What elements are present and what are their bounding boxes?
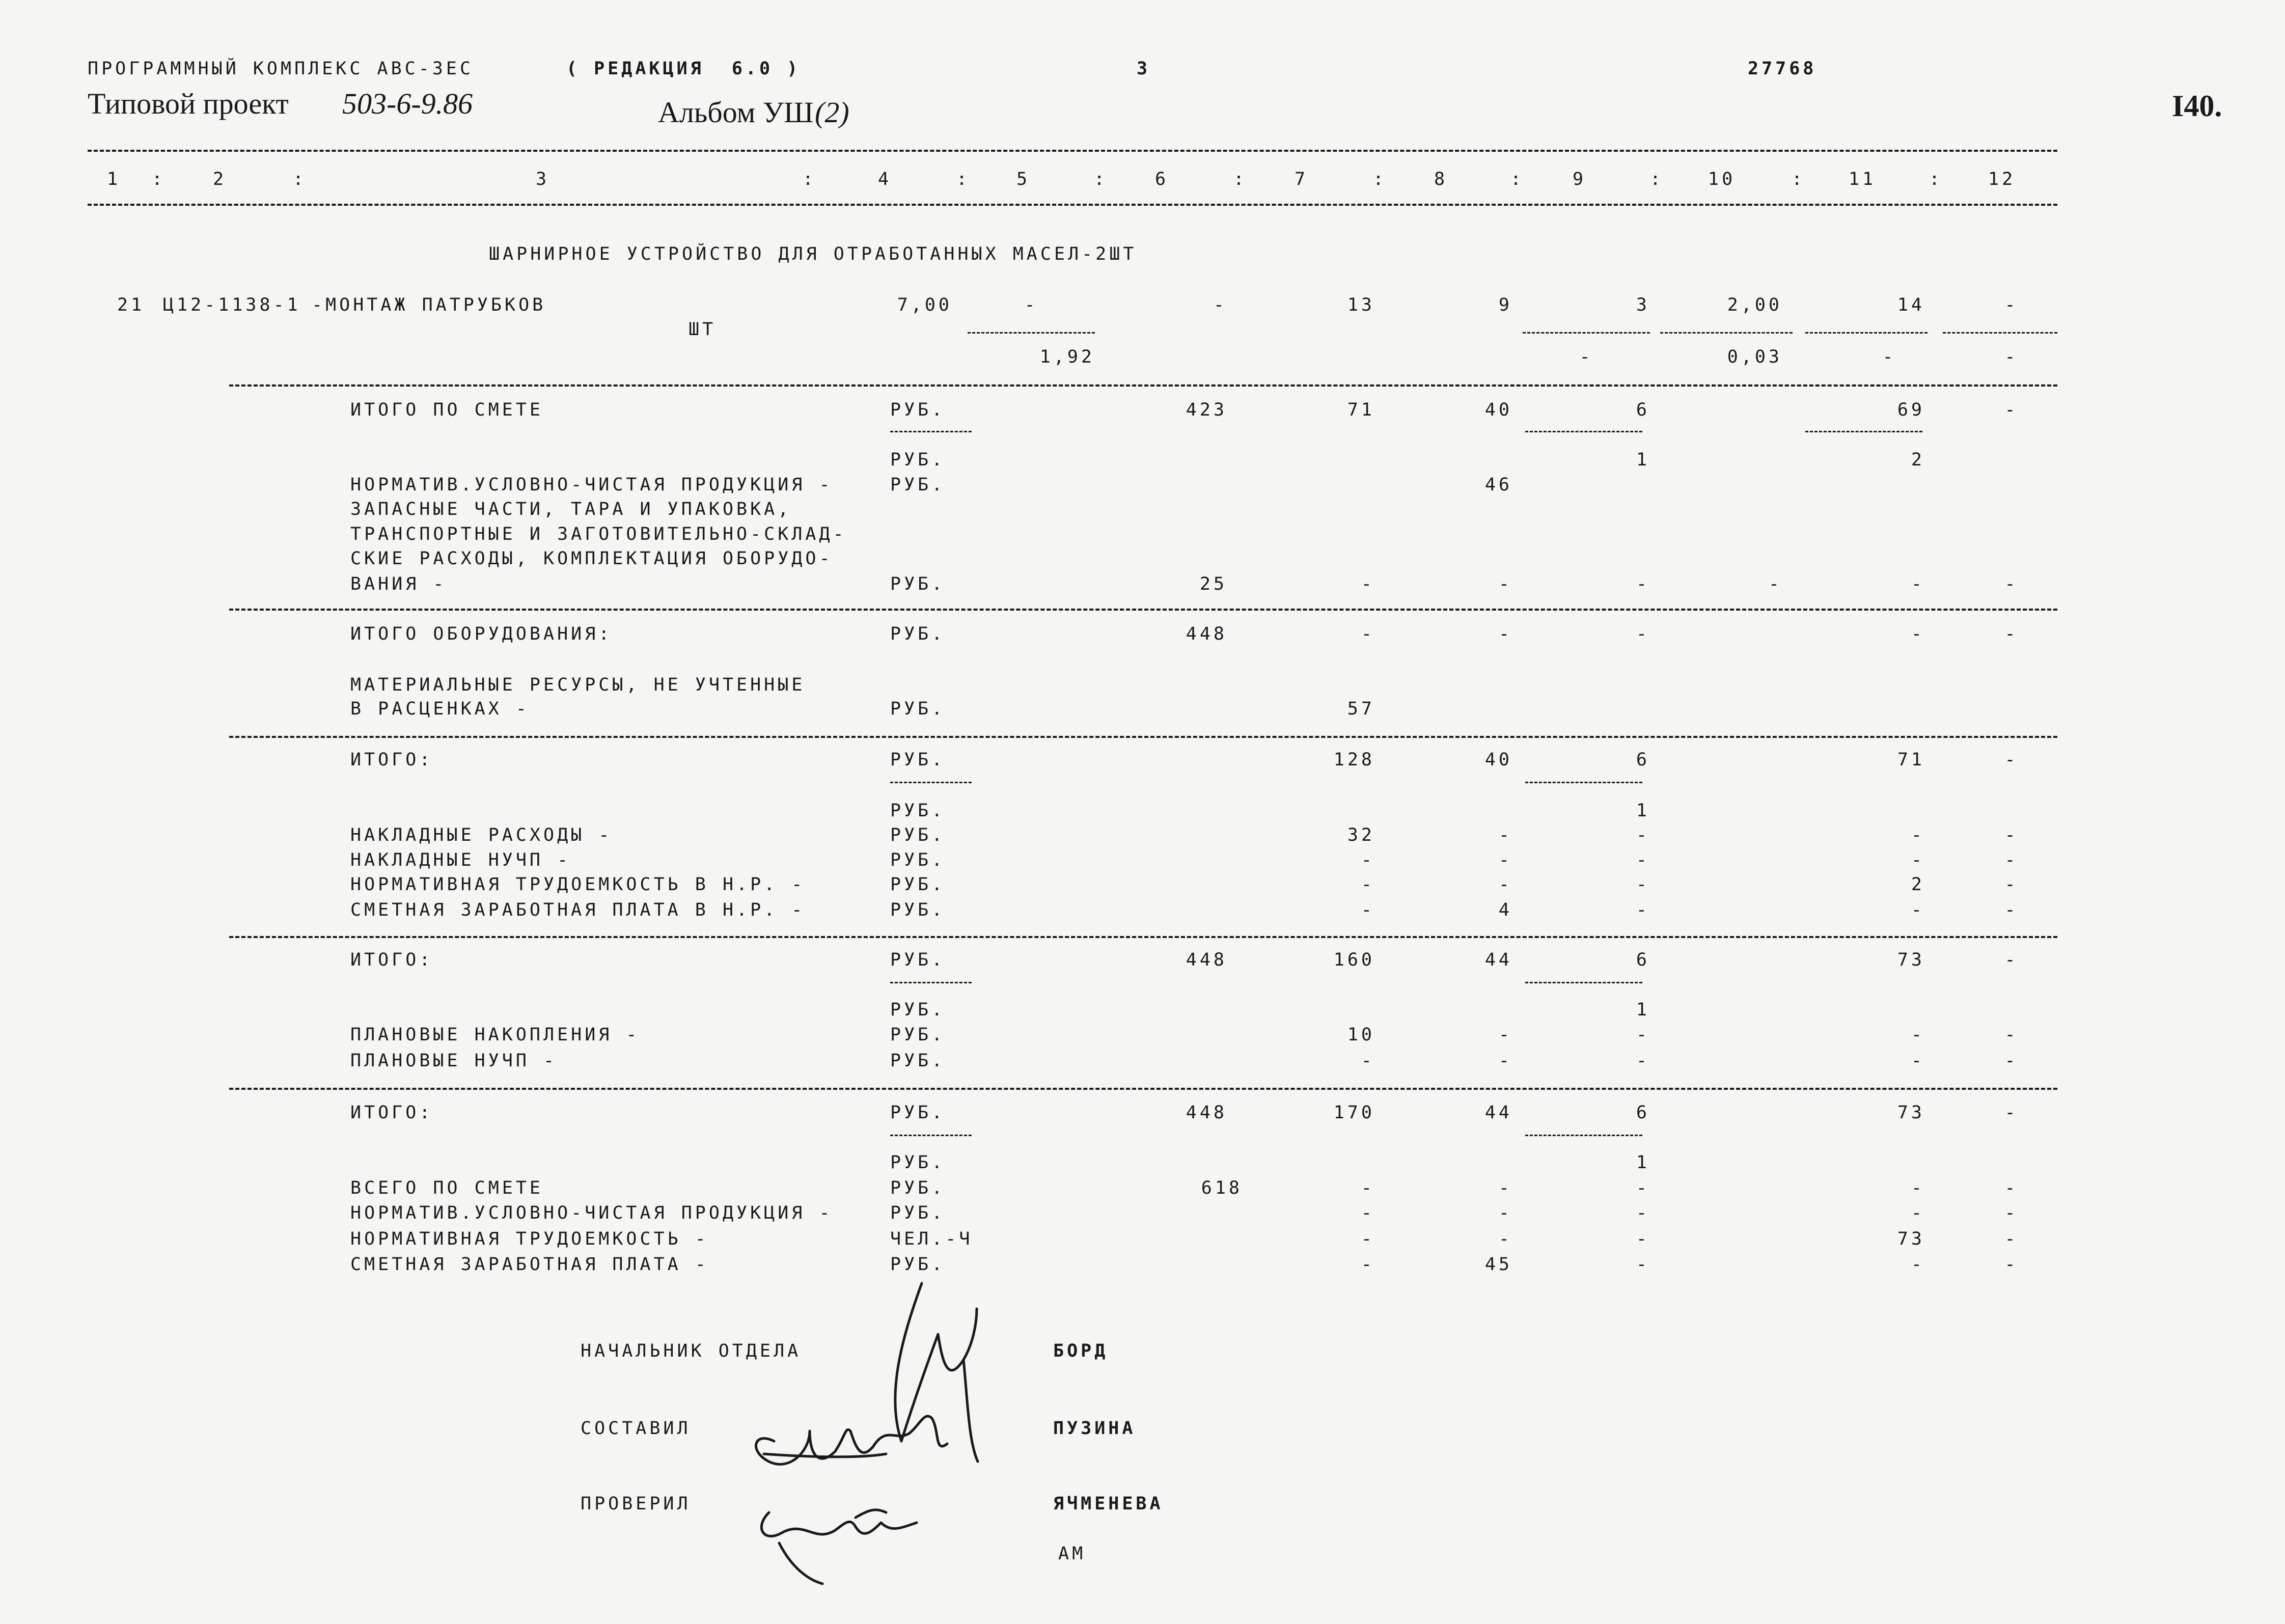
row-cell-col12: - bbox=[2004, 1203, 2019, 1223]
row-label: НОРМАТИВНАЯ ТРУДОЕМКОСТЬ В Н.Р. - bbox=[350, 874, 806, 895]
column-number: 9 bbox=[1573, 169, 1587, 189]
row-cell-col9: 1 bbox=[1636, 801, 1650, 821]
section-divider bbox=[229, 936, 2057, 938]
row-label: НОРМАТИВНАЯ ТРУДОЕМКОСТЬ - bbox=[350, 1229, 709, 1249]
row-cell-col9: 6 bbox=[1636, 750, 1650, 770]
row-unit: РУБ. bbox=[890, 750, 946, 770]
row-cell-col8: - bbox=[1498, 1051, 1512, 1071]
row-cell-col7: 57 bbox=[1347, 699, 1375, 719]
fraction-line bbox=[890, 982, 972, 983]
item-col11-top: 14 bbox=[1897, 295, 1925, 315]
column-separator: : bbox=[1792, 169, 1806, 189]
item-col12-fraction-line bbox=[1943, 332, 2057, 334]
row-label: НАКЛАДНЫЕ РАСХОДЫ - bbox=[350, 825, 613, 845]
row-unit: РУБ. bbox=[890, 1254, 946, 1275]
project-code: 503-6-9.86 bbox=[342, 87, 473, 120]
row-cell-col8: 46 bbox=[1484, 475, 1512, 495]
row-cell-col7: - bbox=[1361, 1229, 1375, 1249]
fraction-line bbox=[1525, 431, 1642, 432]
row-cell-col6: 618 bbox=[1201, 1178, 1243, 1198]
signer-name: ЯЧМЕНЕВА bbox=[1053, 1494, 1164, 1514]
row-cell-col11: 73 bbox=[1897, 1229, 1925, 1249]
row-cell-col11: - bbox=[1911, 1025, 1925, 1045]
row-cell-col9: - bbox=[1636, 1254, 1650, 1275]
row-unit: РУБ. bbox=[890, 624, 946, 644]
column-number: 10 bbox=[1708, 169, 1736, 189]
row-unit: РУБ. bbox=[890, 1000, 946, 1020]
row-unit: РУБ. bbox=[890, 950, 946, 970]
row-cell-col6: 448 bbox=[1186, 624, 1227, 644]
item-row-number: 21 bbox=[117, 295, 145, 315]
section-divider bbox=[229, 1088, 2057, 1090]
column-number: 11 bbox=[1849, 169, 1877, 189]
row-cell-col11: - bbox=[1911, 1051, 1925, 1071]
row-cell-col9: - bbox=[1636, 624, 1650, 644]
row-cell-col12: - bbox=[2004, 750, 2019, 770]
row-cell-col8: - bbox=[1498, 574, 1512, 594]
row-cell-col11: - bbox=[1911, 1178, 1925, 1198]
item-col5-top: - bbox=[1024, 295, 1038, 315]
row-cell-col8: 40 bbox=[1484, 400, 1512, 420]
row-cell-col7: - bbox=[1361, 1203, 1375, 1223]
row-cell-col8: 44 bbox=[1484, 1103, 1512, 1123]
row-cell-col9: - bbox=[1636, 1229, 1650, 1249]
item-col9-top: 3 bbox=[1636, 295, 1650, 315]
signer-role: ПРОВЕРИЛ bbox=[581, 1494, 691, 1514]
item-col6: - bbox=[1213, 295, 1227, 315]
row-unit: РУБ. bbox=[890, 900, 946, 920]
row-cell-col12: - bbox=[2004, 1051, 2019, 1071]
row-cell-col12: - bbox=[2004, 400, 2019, 420]
row-cell-col9: 6 bbox=[1636, 400, 1650, 420]
row-cell-col7: 32 bbox=[1347, 825, 1375, 845]
row-label: ИТОГО ОБОРУДОВАНИЯ: bbox=[350, 624, 613, 644]
row-cell-col9: - bbox=[1636, 1178, 1650, 1198]
row-unit: РУБ. bbox=[890, 450, 946, 470]
column-separator: : bbox=[1650, 169, 1664, 189]
item-col5-fraction-line bbox=[968, 332, 1095, 334]
row-cell-col11: 69 bbox=[1897, 400, 1925, 420]
item-col10-bottom: 0,03 bbox=[1727, 347, 1782, 367]
item-col8: 9 bbox=[1498, 295, 1512, 315]
fraction-line bbox=[890, 431, 972, 432]
row-cell-col12: - bbox=[2004, 850, 2019, 870]
row-unit: РУБ. bbox=[890, 1103, 946, 1123]
row-cell-col7: - bbox=[1361, 1254, 1375, 1275]
item-col11-fraction-line bbox=[1805, 332, 1928, 334]
row-label: ВСЕГО ПО СМЕТЕ bbox=[350, 1178, 544, 1198]
row-label: НАКЛАДНЫЕ НУЧП - bbox=[350, 850, 571, 870]
row-cell-col8: - bbox=[1498, 874, 1512, 895]
edition: ( РЕДАКЦИЯ 6.0 ) bbox=[566, 59, 801, 79]
row-cell-col11: - bbox=[1911, 825, 1925, 845]
row-cell-col8: - bbox=[1498, 850, 1512, 870]
row-cell-col9: 1 bbox=[1636, 1152, 1650, 1173]
item-unit: ШТ bbox=[689, 319, 717, 340]
row-cell-col7: - bbox=[1361, 1178, 1375, 1198]
signer-name: ПУЗИНА bbox=[1053, 1418, 1136, 1439]
item-quantity: 7,00 bbox=[897, 295, 952, 315]
row-cell-col11: - bbox=[1911, 1203, 1925, 1223]
row-cell-col9: - bbox=[1636, 850, 1650, 870]
row-cell-col8: 45 bbox=[1484, 1254, 1512, 1275]
row-cell-col12: - bbox=[2004, 1178, 2019, 1198]
row-unit: РУБ. bbox=[890, 400, 946, 420]
row-cell-col6: 25 bbox=[1199, 574, 1227, 594]
row-cell-col12: - bbox=[2004, 1229, 2019, 1249]
row-label: НОРМАТИВ.УСЛОВНО-ЧИСТАЯ ПРОДУКЦИЯ - bbox=[350, 475, 833, 495]
row-label: ЗАПАСНЫЕ ЧАСТИ, ТАРА И УПАКОВКА, bbox=[350, 499, 792, 519]
row-label: СКИЕ РАСХОДЫ, КОМПЛЕКТАЦИЯ ОБОРУДО- bbox=[350, 548, 833, 569]
row-cell-col9: - bbox=[1636, 1025, 1650, 1045]
column-number: 3 bbox=[536, 169, 550, 189]
row-cell-col11: - bbox=[1911, 900, 1925, 920]
row-cell-col11: 73 bbox=[1897, 1103, 1925, 1123]
row-unit: РУБ. bbox=[890, 850, 946, 870]
program-name: ПРОГРАММНЫЙ КОМПЛЕКС АВС-3ЕС bbox=[88, 59, 474, 79]
row-cell-col11: - bbox=[1911, 850, 1925, 870]
column-separator: : bbox=[1233, 169, 1248, 189]
row-unit: РУБ. bbox=[890, 1051, 946, 1071]
row-label: В РАСЦЕНКАХ - bbox=[350, 699, 530, 719]
signer-name: БОРД bbox=[1053, 1341, 1109, 1361]
item-col10-top: 2,00 bbox=[1727, 295, 1782, 315]
row-label: ИТОГО: bbox=[350, 750, 433, 770]
item-col10-fraction-line bbox=[1660, 332, 1793, 334]
row-cell-col6: 448 bbox=[1186, 1103, 1227, 1123]
row-cell-col11: 2 bbox=[1911, 450, 1925, 470]
signature-checker bbox=[761, 1510, 917, 1584]
row-cell-col7: - bbox=[1361, 850, 1375, 870]
fraction-line bbox=[890, 1135, 972, 1136]
project-label: Типовой проект bbox=[88, 87, 289, 120]
row-cell-col12: - bbox=[2004, 1025, 2019, 1045]
item-col9-fraction-line bbox=[1523, 332, 1650, 334]
row-cell-col8: - bbox=[1498, 1025, 1512, 1045]
column-separator: : bbox=[803, 169, 817, 189]
row-cell-col12: - bbox=[2004, 1254, 2019, 1275]
row-unit: РУБ. bbox=[890, 1203, 946, 1223]
row-cell-col8: - bbox=[1498, 825, 1512, 845]
row-cell-col9: 6 bbox=[1636, 950, 1650, 970]
row-cell-col7: - bbox=[1361, 574, 1375, 594]
document-number: 27768 bbox=[1748, 59, 1817, 79]
album-label: Альбом УШ bbox=[658, 96, 814, 129]
signature-compiler bbox=[756, 1416, 947, 1464]
row-unit: РУБ. bbox=[890, 1152, 946, 1173]
fraction-line bbox=[1525, 982, 1642, 983]
item-col5-bottom: 1,92 bbox=[1039, 347, 1095, 367]
row-cell-col7: - bbox=[1361, 624, 1375, 644]
row-label: ВАНИЯ - bbox=[350, 574, 447, 594]
row-cell-col9: - bbox=[1636, 825, 1650, 845]
header-rule-top bbox=[88, 150, 2057, 152]
row-cell-col12: - bbox=[2004, 825, 2019, 845]
column-number: 8 bbox=[1434, 169, 1448, 189]
column-separator: : bbox=[956, 169, 971, 189]
column-separator: : bbox=[1929, 169, 1943, 189]
row-cell-col11: 2 bbox=[1911, 874, 1925, 895]
fraction-line bbox=[890, 782, 972, 783]
fraction-line bbox=[1525, 782, 1642, 783]
item-col7: 13 bbox=[1347, 295, 1375, 315]
signer-role: НАЧАЛЬНИК ОТДЕЛА bbox=[581, 1341, 802, 1361]
row-cell-col7: - bbox=[1361, 1051, 1375, 1071]
row-cell-col11: 73 bbox=[1897, 950, 1925, 970]
row-label: ПЛАНОВЫЕ НУЧП - bbox=[350, 1051, 558, 1071]
row-cell-col9: - bbox=[1636, 874, 1650, 895]
row-cell-col12: - bbox=[2004, 900, 2019, 920]
signer-initials: АМ bbox=[1058, 1544, 1086, 1564]
row-label: ИТОГО: bbox=[350, 950, 433, 970]
row-cell-col12: - bbox=[2004, 574, 2019, 594]
column-number: 5 bbox=[1016, 169, 1031, 189]
row-cell-col7: 160 bbox=[1333, 950, 1375, 970]
signer-role: СОСТАВИЛ bbox=[581, 1418, 691, 1439]
row-cell-col7: 10 bbox=[1347, 1025, 1375, 1045]
row-cell-col11: - bbox=[1911, 1254, 1925, 1275]
header-rule-bottom bbox=[88, 204, 2057, 206]
item-col11-bottom: - bbox=[1882, 347, 1896, 367]
fraction-line bbox=[1525, 1135, 1642, 1136]
column-separator: : bbox=[1373, 169, 1387, 189]
row-cell-col9: - bbox=[1636, 900, 1650, 920]
column-number: 2 bbox=[213, 169, 227, 189]
row-cell-col6: 448 bbox=[1186, 950, 1227, 970]
row-cell-col8: - bbox=[1498, 1178, 1512, 1198]
column-separator: : bbox=[152, 169, 166, 189]
item-col9-bottom: - bbox=[1579, 347, 1593, 367]
section-title: ШАРНИРНОЕ УСТРОЙСТВО ДЛЯ ОТРАБОТАННЫХ МАСЕЛ-2ШТ bbox=[489, 244, 1137, 264]
row-cell-col12: - bbox=[2004, 1103, 2019, 1123]
row-cell-col12: - bbox=[2004, 950, 2019, 970]
row-label: ИТОГО: bbox=[350, 1103, 433, 1123]
section-divider bbox=[229, 736, 2057, 738]
section-divider bbox=[229, 609, 2057, 611]
row-unit: ЧЕЛ.-Ч bbox=[890, 1229, 973, 1249]
row-cell-col12: - bbox=[2004, 874, 2019, 895]
row-label: МАТЕРИАЛЬНЫЕ РЕСУРСЫ, НЕ УЧТЕННЫЕ bbox=[350, 675, 806, 695]
row-unit: РУБ. bbox=[890, 1178, 946, 1198]
column-number: 4 bbox=[878, 169, 892, 189]
page-number: 3 bbox=[1137, 59, 1151, 79]
row-unit: РУБ. bbox=[890, 574, 946, 594]
row-unit: РУБ. bbox=[890, 874, 946, 895]
sheet-number: I40. bbox=[2172, 89, 2222, 123]
row-unit: РУБ. bbox=[890, 801, 946, 821]
column-separator: : bbox=[1094, 169, 1108, 189]
row-cell-col6: 423 bbox=[1186, 400, 1227, 420]
row-unit: РУБ. bbox=[890, 1025, 946, 1045]
column-separator: : bbox=[1510, 169, 1525, 189]
item-code: Ц12-1138-1 bbox=[163, 295, 301, 315]
row-cell-col11: - bbox=[1911, 624, 1925, 644]
row-unit: РУБ. bbox=[890, 699, 946, 719]
row-cell-col9: - bbox=[1636, 1203, 1650, 1223]
row-cell-col9: 1 bbox=[1636, 1000, 1650, 1020]
row-cell-col8: - bbox=[1498, 1229, 1512, 1249]
row-label: НОРМАТИВ.УСЛОВНО-ЧИСТАЯ ПРОДУКЦИЯ - bbox=[350, 1203, 833, 1223]
row-cell-col12: - bbox=[2004, 624, 2019, 644]
row-cell-col11: 71 bbox=[1897, 750, 1925, 770]
fraction-line bbox=[1805, 431, 1922, 432]
column-number: 6 bbox=[1155, 169, 1169, 189]
row-unit: РУБ. bbox=[890, 825, 946, 845]
row-cell-col7: - bbox=[1361, 874, 1375, 895]
row-cell-col8: 4 bbox=[1498, 900, 1512, 920]
row-cell-col7: 71 bbox=[1347, 400, 1375, 420]
row-cell-col7: 170 bbox=[1333, 1103, 1375, 1123]
row-cell-col8: 40 bbox=[1484, 750, 1512, 770]
column-number: 7 bbox=[1295, 169, 1309, 189]
row-label: ПЛАНОВЫЕ НАКОПЛЕНИЯ - bbox=[350, 1025, 640, 1045]
column-number: 1 bbox=[107, 169, 121, 189]
row-cell-col9: 6 bbox=[1636, 1103, 1650, 1123]
column-separator: : bbox=[293, 169, 307, 189]
section-divider bbox=[229, 384, 2057, 387]
row-cell-col8: 44 bbox=[1484, 950, 1512, 970]
item-col12-bottom: - bbox=[2004, 347, 2019, 367]
row-label: СМЕТНАЯ ЗАРАБОТНАЯ ПЛАТА - bbox=[350, 1254, 709, 1275]
column-number: 12 bbox=[1988, 169, 2016, 189]
row-cell-col8: - bbox=[1498, 1203, 1512, 1223]
row-label: ИТОГО ПО СМЕТЕ bbox=[350, 400, 544, 420]
item-col12-top: - bbox=[2004, 295, 2019, 315]
row-unit: РУБ. bbox=[890, 475, 946, 495]
row-cell-col9: - bbox=[1636, 1051, 1650, 1071]
row-label: СМЕТНАЯ ЗАРАБОТНАЯ ПЛАТА В Н.Р. - bbox=[350, 900, 806, 920]
row-cell-col7: - bbox=[1361, 900, 1375, 920]
album-part: (2) bbox=[815, 96, 849, 129]
row-cell-col9: 1 bbox=[1636, 450, 1650, 470]
item-name: -МОНТАЖ ПАТРУБКОВ bbox=[312, 295, 546, 315]
row-cell-col11: - bbox=[1911, 574, 1925, 594]
row-cell-col7: 128 bbox=[1333, 750, 1375, 770]
row-cell-col8: - bbox=[1498, 624, 1512, 644]
row-cell-col10: - bbox=[1768, 574, 1782, 594]
row-label: ТРАНСПОРТНЫЕ И ЗАГОТОВИТЕЛЬНО-СКЛАД- bbox=[350, 524, 847, 544]
handwritten-signatures bbox=[733, 1278, 1049, 1594]
row-cell-col9: - bbox=[1636, 574, 1650, 594]
